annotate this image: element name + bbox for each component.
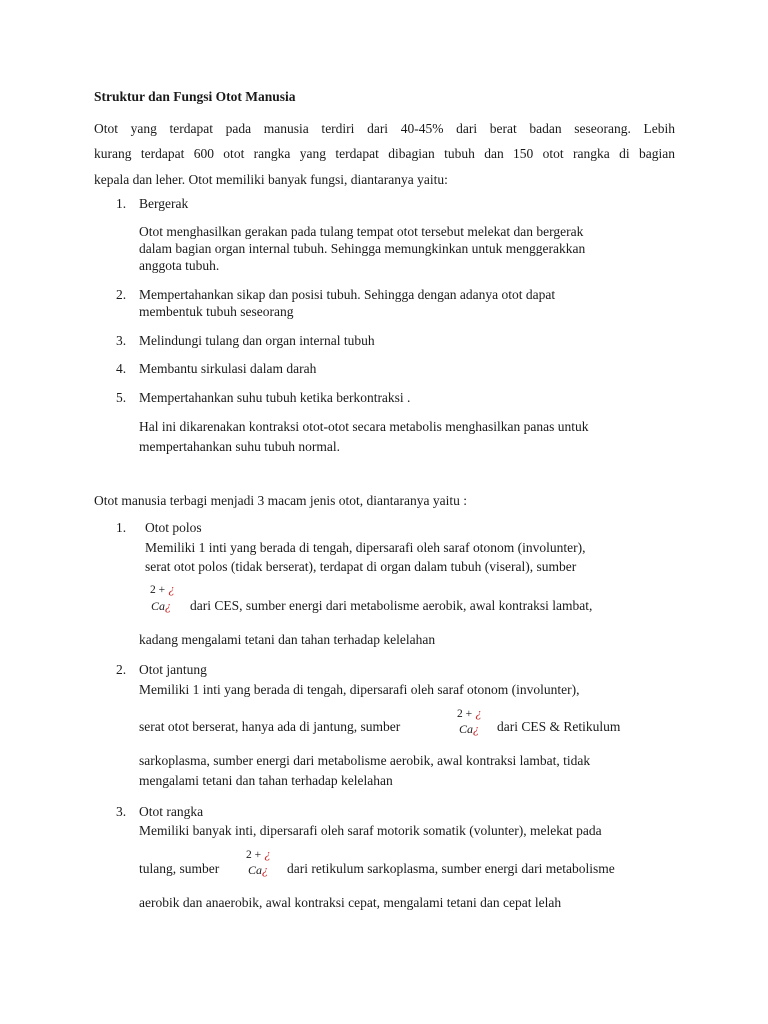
- function-1-number: 1.: [116, 196, 127, 211]
- ca-formula: [457, 705, 481, 721]
- function-3-label: Melindungi tulang dan organ internal tubuh: [139, 333, 375, 348]
- intro-line-2: kurang terdapat 600 otot rangka yang terdapat dibagian tubuh dan 150 otot rangka di bagian: [94, 146, 675, 161]
- ca-symbol-group: [459, 721, 479, 737]
- type-3-tail: aerobik dan anaerobik, awal kontraksi cepat, mengalami tetani dan cepat lelah: [139, 895, 562, 910]
- function-1-label: Bergerak: [139, 196, 189, 211]
- function-5-desc-line: Hal ini dikarenakan kontraksi otot-otot secara metabolis menghasilkan panas untuk: [139, 419, 589, 434]
- type-1-label: Otot polos: [145, 520, 202, 535]
- function-5-number: 5.: [116, 390, 127, 405]
- function-3-number: 3.: [116, 333, 127, 348]
- ca-superscript: 2 +: [150, 584, 166, 596]
- type-2-after-ca: dari CES & Retikulum: [497, 719, 621, 734]
- function-5-desc-line: mempertahankan suhu tubuh normal.: [139, 439, 340, 454]
- ca-symbol-group: [248, 862, 268, 878]
- ca-mark: ¿: [473, 723, 479, 736]
- ca-symbol: Ca: [151, 599, 166, 613]
- function-2-label: membentuk tubuh seseorang: [139, 304, 294, 319]
- function-5-label: Mempertahankan suhu tubuh ketika berkontraksi .: [139, 390, 411, 405]
- document-title: Struktur dan Fungsi Otot Manusia: [94, 89, 296, 104]
- function-2-label: Mempertahankan sikap dan posisi tubuh. Sehingga dengan adanya otot dapat: [139, 287, 556, 302]
- type-2-label: Otot jantung: [139, 662, 207, 677]
- ca-superscript: 2 +: [457, 708, 473, 720]
- type-1-tail: kadang mengalami tetani dan tahan terhadap kelelahan: [139, 632, 436, 647]
- type-2-line: Memiliki 1 inti yang berada di tengah, dipersarafi oleh saraf otonom (involunter),: [139, 682, 580, 697]
- type-3-line: Memiliki banyak inti, dipersarafi oleh saraf motorik somatik (volunter), melekat pada: [139, 823, 602, 838]
- ca-symbol: Ca: [459, 722, 474, 736]
- function-2-number: 2.: [116, 287, 127, 302]
- ca-mark: ¿: [165, 600, 171, 613]
- intro-line-3: kepala dan leher. Otot memiliki banyak fungsi, diantaranya yaitu:: [94, 172, 448, 187]
- ca-formula: [246, 846, 270, 862]
- function-1-desc-line: dalam bagian organ internal tubuh. Sehingga memungkinkan untuk menggerakkan: [139, 241, 586, 256]
- type-2-before-ca: serat otot berserat, hanya ada di jantung, sumber: [139, 719, 401, 734]
- ca-symbol: Ca: [248, 863, 263, 877]
- ca-formula: [150, 581, 174, 597]
- types-intro: Otot manusia terbagi menjadi 3 macam jenis otot, diantaranya yaitu :: [94, 493, 468, 508]
- type-1-line: serat otot polos (tidak berserat), terdapat di organ dalam tubuh (viseral), sumber: [145, 559, 577, 574]
- function-1-desc-line: anggota tubuh.: [139, 258, 220, 273]
- type-3-label: Otot rangka: [139, 804, 204, 819]
- ca-superscript: 2 +: [246, 849, 262, 861]
- intro-line-1: Otot yang terdapat pada manusia terdiri dari 40-45% dari berat badan seseorang. Lebih: [94, 121, 675, 136]
- type-3-before-ca: tulang, sumber: [139, 861, 220, 876]
- ca-mark: ¿: [475, 707, 482, 720]
- type-1-line: Memiliki 1 inti yang berada di tengah, dipersarafi oleh saraf otonom (involunter),: [145, 540, 586, 555]
- function-4-label: Membantu sirkulasi dalam darah: [139, 361, 317, 376]
- ca-mark: ¿: [168, 583, 175, 596]
- type-1-number: 1.: [116, 520, 127, 535]
- ca-mark: ¿: [262, 864, 268, 877]
- function-1-desc-line: Otot menghasilkan gerakan pada tulang tempat otot tersebut melekat dan bergerak: [139, 224, 584, 239]
- type-2-tail: sarkoplasma, sumber energi dari metabolisme aerobik, awal kontraksi lambat, tidak: [139, 753, 591, 768]
- ca-mark: ¿: [264, 848, 271, 861]
- type-1-after-ca: dari CES, sumber energi dari metabolisme aerobik, awal kontraksi lambat,: [190, 598, 593, 613]
- type-2-number: 2.: [116, 662, 127, 677]
- type-2-tail: mengalami tetani dan tahan terhadap kelelahan: [139, 773, 393, 788]
- type-3-after-ca: dari retikulum sarkoplasma, sumber energi dari metabolisme: [287, 861, 615, 876]
- type-3-number: 3.: [116, 804, 127, 819]
- ca-symbol-group: [151, 598, 171, 614]
- function-4-number: 4.: [116, 361, 127, 376]
